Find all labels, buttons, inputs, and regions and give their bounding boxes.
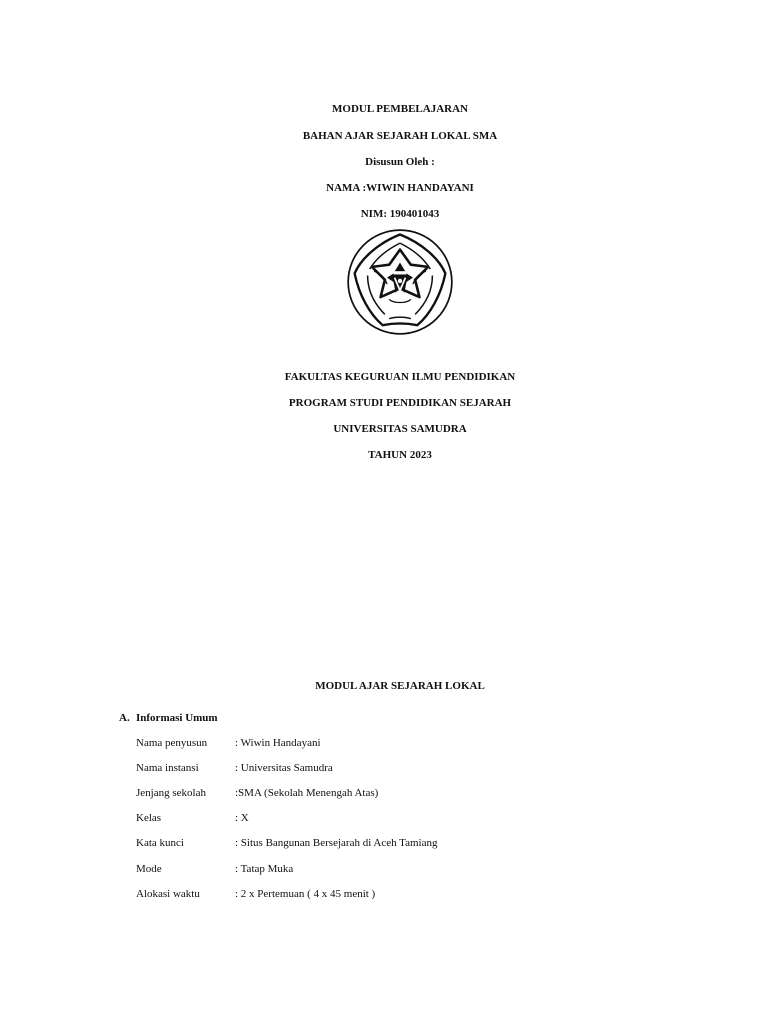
info-value: : 2 x Pertemuan ( 4 x 45 menit ) bbox=[235, 888, 376, 900]
cover-author-name: NAMA :WIWIN HANDAYANI bbox=[326, 182, 474, 194]
university-seal-icon bbox=[346, 228, 454, 336]
info-value: : Situs Bangunan Bersejarah di Aceh Tamiang bbox=[235, 837, 438, 849]
university-name: UNIVERSITAS SAMUDRA bbox=[333, 423, 467, 435]
study-program-name: PROGRAM STUDI PENDIDIKAN SEJARAH bbox=[288, 397, 512, 409]
info-value: : Tatap Muka bbox=[235, 863, 294, 875]
section-heading-general-info bbox=[119, 711, 218, 725]
cover-author-heading: Disusun Oleh : bbox=[365, 156, 435, 168]
info-label: Alokasi waktu bbox=[136, 888, 200, 900]
module-title: MODUL AJAR SEJARAH LOKAL bbox=[315, 680, 485, 692]
cover-author-nim: NIM: 190401043 bbox=[360, 208, 440, 220]
info-label: Nama penyusun bbox=[136, 737, 208, 749]
info-value: : Universitas Samudra bbox=[235, 762, 333, 774]
cover-subtitle: BAHAN AJAR SEJARAH LOKAL SMA bbox=[302, 130, 498, 142]
info-value: : Wiwin Handayani bbox=[235, 737, 321, 749]
faculty-name: FAKULTAS KEGURUAN ILMU PENDIDIKAN bbox=[284, 371, 516, 383]
info-label: Nama instansi bbox=[136, 762, 199, 774]
cover-year: TAHUN 2023 bbox=[368, 449, 432, 461]
info-label: Kelas bbox=[136, 812, 162, 824]
section-marker: A. bbox=[119, 712, 130, 724]
info-label: Jenjang sekolah bbox=[136, 787, 206, 799]
info-label: Kata kunci bbox=[136, 837, 184, 849]
info-value: :SMA (Sekolah Menengah Atas) bbox=[235, 787, 379, 799]
section-title: Informasi Umum bbox=[136, 712, 218, 724]
info-label: Mode bbox=[136, 863, 162, 875]
info-value: : X bbox=[235, 812, 249, 824]
cover-title: MODUL PEMBELAJARAN bbox=[332, 103, 468, 115]
